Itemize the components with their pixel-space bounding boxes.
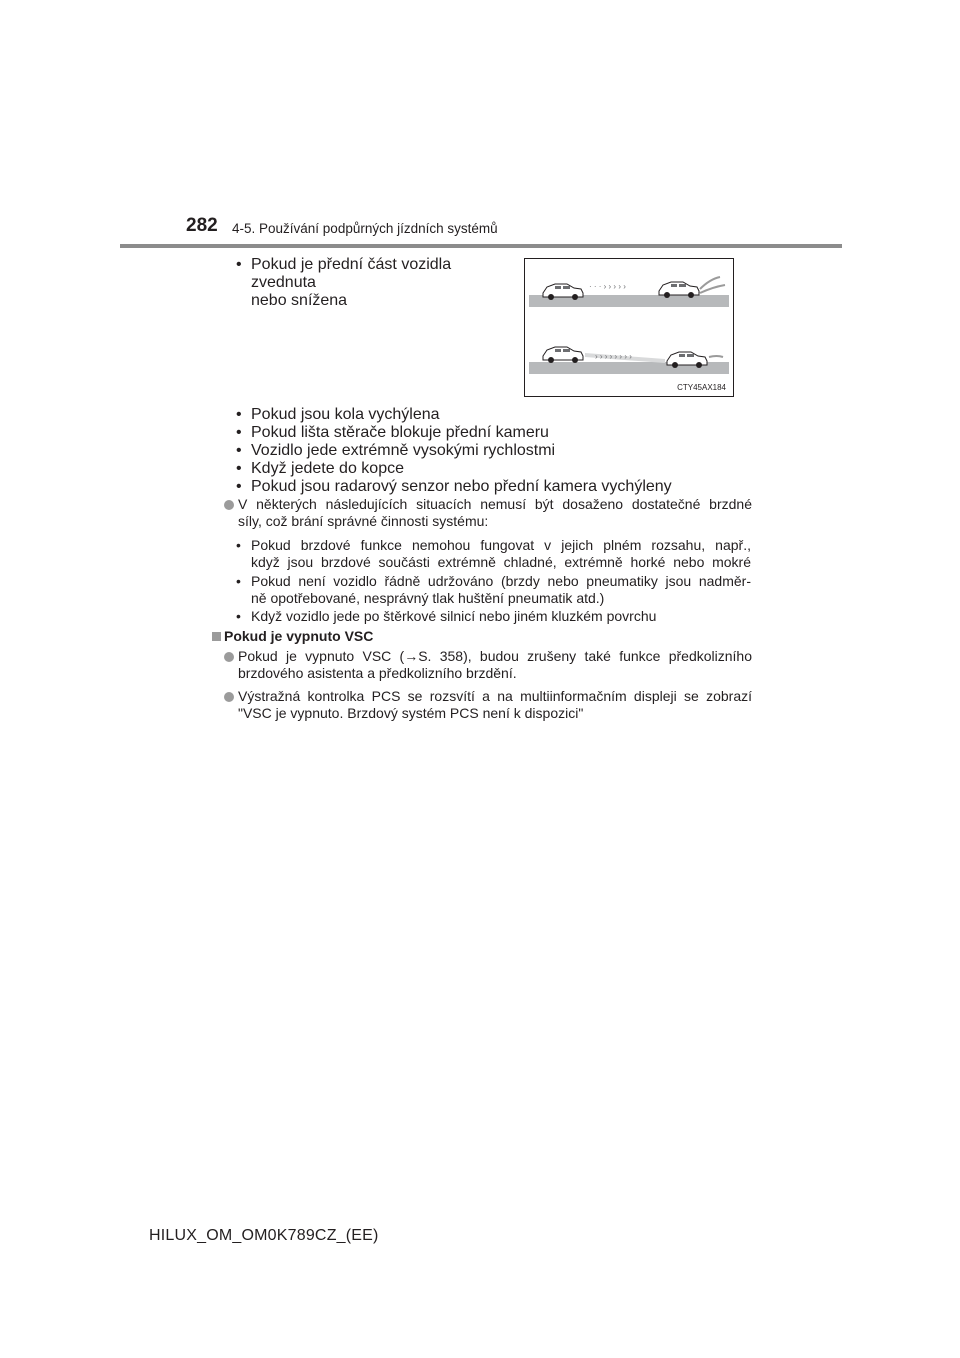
bullet-dot: • bbox=[236, 478, 242, 495]
bullet-dot: • bbox=[236, 608, 241, 624]
car-icon bbox=[543, 347, 583, 363]
circle-bullet-icon bbox=[224, 692, 234, 702]
paragraph bbox=[238, 648, 752, 681]
bullet-text: Pokud lišta stěrače blokuje přední kameru bbox=[251, 424, 549, 441]
vehicle-radar-illustration bbox=[525, 259, 733, 396]
bullet-text-line: ně opotřebované, nesprávný tlak huštění pneumatik atd.) bbox=[251, 589, 605, 606]
figure-code: CTY45AX184 bbox=[677, 383, 726, 392]
illustration-figure bbox=[524, 258, 734, 397]
bullet-text-line: Když vozidlo jede po štěrkové silnicí nebo jiném kluzkém povrchu bbox=[251, 608, 657, 624]
bullet-text: Pokud jsou radarový senzor nebo přední kamera vychýleny bbox=[251, 478, 672, 495]
section-title: 4-5. Používání podpůrných jízdních systémů bbox=[232, 221, 498, 236]
bullet-text: Vozidlo jede extrémně vysokými rychlostmi bbox=[251, 442, 556, 459]
bullet-dot: • bbox=[236, 442, 242, 459]
square-bullet-icon bbox=[212, 632, 221, 641]
bullet-text: Pokud jsou kola vychýlena bbox=[251, 406, 440, 423]
section-heading: Pokud je vypnuto VSC bbox=[224, 628, 374, 644]
svg-text:› › › › › › › ›: › › › › › › › › bbox=[595, 352, 632, 361]
header-rule bbox=[120, 244, 842, 248]
bullet-dot: • bbox=[236, 537, 241, 553]
page-number: 282 bbox=[186, 215, 218, 236]
svg-text:· · · › › › › ›: · · · › › › › › bbox=[589, 282, 626, 291]
paragraph bbox=[238, 496, 752, 529]
bullet-dot: • bbox=[236, 460, 242, 477]
document-code-footer: HILUX_OM_OM0K789CZ_(EE) bbox=[149, 1227, 379, 1244]
paragraph-line: V některých následujících situacích nemusí být dosaženo dostatečné brzdné bbox=[238, 496, 752, 512]
bullet-text-line: Pokud brzdové funkce nemohou fungovat v jejich plném rozsahu, např., bbox=[251, 537, 751, 553]
bullet-dot: • bbox=[236, 573, 241, 589]
bullet-text-line: když jsou brzdové součásti extrémně chladné, extrémně horké nebo mokré bbox=[251, 553, 751, 570]
paragraph-line: brzdového asistenta a předkolizního brzdění. bbox=[238, 664, 517, 681]
bullet-dot: • bbox=[236, 424, 242, 441]
circle-bullet-icon bbox=[224, 652, 234, 662]
paragraph bbox=[238, 688, 752, 721]
paragraph-line: "VSC je vypnuto. Brzdový systém PCS není k dispozici" bbox=[238, 704, 584, 721]
bullet-text-line: Pokud je přední část vozidla zvednuta bbox=[251, 256, 452, 291]
bullet-dot: • bbox=[236, 406, 242, 423]
bullet-dot: • bbox=[236, 256, 242, 273]
paragraph-line: Pokud je vypnuto VSC (→S. 358), budou zrušeny také funkce předkolizního bbox=[238, 648, 752, 664]
bullet-text-line: nebo snížena bbox=[251, 292, 348, 309]
bullet-text: Když jedete do kopce bbox=[251, 460, 404, 477]
paragraph-line: Výstražná kontrolka PCS se rozsvítí a na multiinformačním displeji se zobrazí bbox=[238, 688, 752, 704]
bullet-text-line: Pokud není vozidlo řádně udržováno (brzdy nebo pneumatiky jsou nadměr- bbox=[251, 573, 751, 589]
paragraph-line: síly, což brání správné činnosti systému: bbox=[238, 512, 489, 529]
circle-bullet-icon bbox=[224, 500, 234, 510]
